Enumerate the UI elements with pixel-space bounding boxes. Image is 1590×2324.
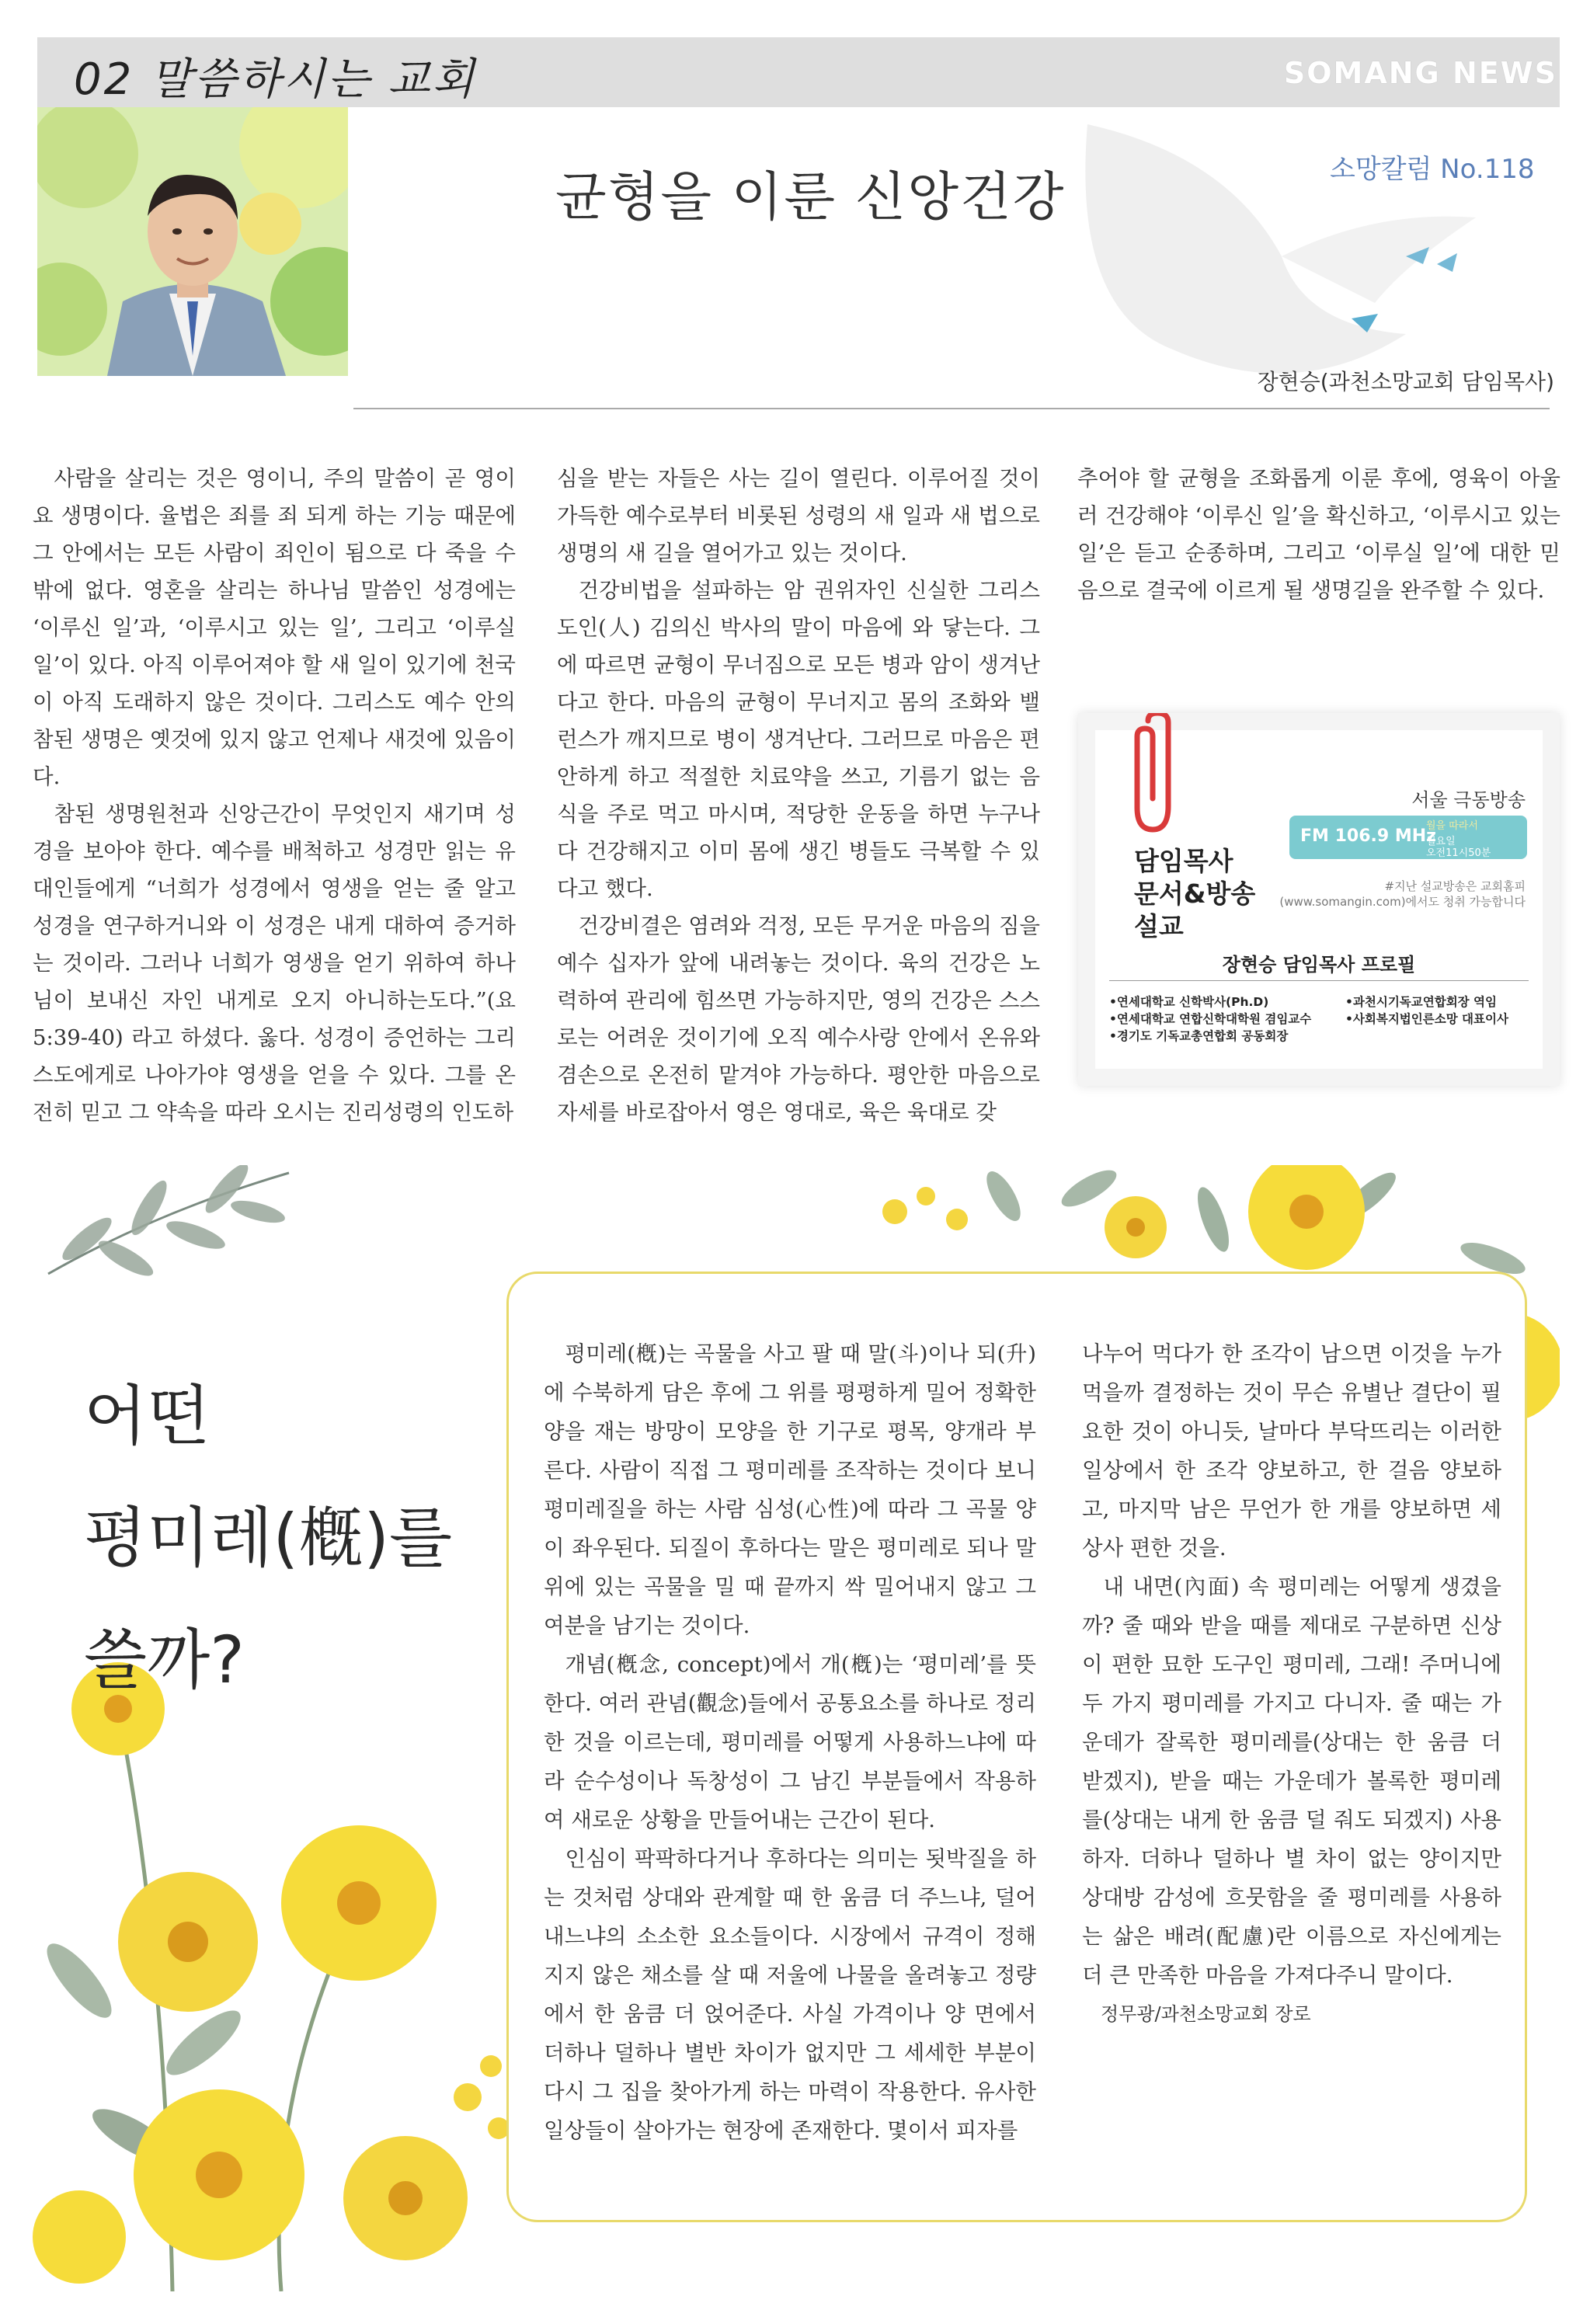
paragraph: 심을 받는 자들은 사는 길이 열린다. 이루어질 것이 가득한 예수로부터 비롯된 성령의 새 일과 새 법으로 생명의 새 길을 열어가고 있는 것이다. <box>557 466 1040 565</box>
fm-frequency: FM 106.9 MHz <box>1300 826 1436 846</box>
paperclip-icon <box>1125 713 1187 837</box>
profile-item: •과천시기독교연합회장 역임 <box>1345 995 1497 1009</box>
broadcast-info-box <box>1078 713 1560 1086</box>
paragraph: 사람을 살리는 것은 영이니, 주의 말씀이 곧 영이요 생명이다. 율법은 죄를 죄 되게 하는 기능 때문에 그 안에서는 모든 사람이 죄인이 됨으로 다 죽을 수밖에 없다. 영혼을 살리는 하나님 말씀인 성경에는 ‘이루신 일’과, ‘이루시고 있는 일’, 그리고 ‘이루실 일’이 있다. 아직 이루어져야 할 새 일이 있기에 천국이 아직 도래하지 않은 것이다. 그리스도 예수 안의 참된 생명은 옛것에 있지 않고 언제나 새것에 있음이다. <box>33 466 516 789</box>
paragraph: 건강비결은 염려와 걱정, 모든 무거운 마음의 짐을 예수 십자가 앞에 내려놓는 것이다. 육의 건강은 노력하여 관리에 힘쓰면 가능하지만, 영의 건강은 스스로는 어려운 것이기에 오직 예수사랑 안에서 온유와 겸손으로 온전히 맡겨야 가능하다. 평안한 마음으로 자세를 바로잡아서 영은 영대로, 육은 육대로 갖 <box>557 913 1040 1125</box>
fm-days: 월을 따라서 <box>1426 820 1478 832</box>
fm-time: 오전11시50분 <box>1426 847 1491 859</box>
fm-frequency-badge <box>1289 816 1527 859</box>
essay-text-2 <box>1082 1334 1501 2034</box>
paragraph: 건강비법을 설파하는 암 권위자인 신실한 그리스도인(人) 김의신 박사의 말이 마음에 와 닿는다. 그에 따르면 균형이 무너짐으로 모든 병과 암이 생겨난다고 한다. 마음의 균형이 무너지고 몸의 조화와 밸런스가 깨지므로 병이 생겨난다. 그러므로 마음은 편안하게 하고 적절한 치료약을 쓰고, 기름기 없는 음식을 주로 먹고 마시며, 적당한 운동을 하면 누구나 다 건강해지고 이미 몸에 생긴 병들도 극복할 수 있다고 했다. <box>557 578 1040 901</box>
broadcast-title <box>1134 845 1255 943</box>
broadcast-title-line: 설교 <box>1134 911 1184 941</box>
paragraph: 평미레(槪)는 곡물을 사고 팔 때 말(斗)이나 되(升)에 수북하게 담은 후에 그 위를 평평하게 밀어 정확한 양을 재는 방망이 모양을 한 기구로 평목, 양개라 부른다. 사람이 직접 그 평미레를 조작하는 것이다 보니 평미레질을 하는 사람 심성(心性)에 따라 그 곡물 양이 좌우된다. 되질이 후하다는 말은 평미레로 되나 말 위에 있는 곡물을 밀 때 끝까지 싹 밀어내지 않고 그 여분을 남기는 것이다. <box>544 1341 1036 1638</box>
broadcast-title-line: 담임목사 <box>1134 846 1233 876</box>
divider-rule <box>353 408 1550 409</box>
broadcast-title-line: 문서&방송 <box>1134 878 1256 909</box>
essay-author: 정무광/과천소망교회 장로 <box>1101 2003 1311 2025</box>
brand-logo: SOMANG NEWS <box>1283 56 1557 90</box>
essay-heading <box>84 1355 452 1721</box>
column-text-1 <box>33 460 516 1131</box>
column-author: 장현승(과천소망교회 담임목사) <box>1257 369 1554 395</box>
archive-note-url: (www.somangin.com)에서도 청취 가능합니다 <box>1279 895 1526 909</box>
column-number: 소망칼럼 No.118 <box>1330 154 1535 185</box>
paragraph: 참된 생명원천과 신앙근간이 무엇인지 새기며 성경을 보아야 한다. 예수를 배척하고 성경만 읽는 유대인들에게 “너희가 성경에서 영생을 얻는 줄 알고 성경을 연구하거니와 이 성경은 내게 대하여 증거하는 것이라. 그러나 너희가 영생을 얻기 위하여 하나님이 보내신 자인 내게로 오지 아니하는도다.”(요 5:39-40) 라고 하셨다. 옳다. 성경이 증언하는 그리스도에게로 나아가야 영생을 얻을 수 있다. 그를 온전히 믿고 그 약속을 따라 오시는 진리성령의 인도하 <box>33 802 516 1125</box>
profile-item: •연세대학교 연합신학대학원 겸임교수 <box>1109 1012 1312 1026</box>
essay-heading-line: 어떤 <box>84 1378 210 1454</box>
profile-item: •사회복지법인른소망 대표이사 <box>1345 1012 1508 1026</box>
paragraph: 개념(槪念, concept)에서 개(槪)는 ‘평미레’를 뜻한다. 여러 관념(觀念)들에서 공통요소를 하나로 정리한 것을 이르는데, 평미레를 어떻게 사용하느냐에 따라 순수성이나 독창성이 그 남긴 부분들에서 작용하여 새로운 상황을 만들어내는 근간이 된다. <box>544 1652 1036 1832</box>
paragraph: 내 내면(內面) 속 평미레는 어떻게 생겼을까? 줄 때와 받을 때를 제대로 구분하면 신상이 편한 묘한 도구인 평미레, 그래! 주머니에 두 가지 평미레를 가지고 다니자. 줄 때는 가운데가 잘록한 평미레를(상대는 한 움큼 더 받겠지), 받을 때는 가운데가 볼록한 평미레를(상대는 내게 한 움큼 덜 줘도 되겠지) 사용하자. 더하나 덜하나 별 차이 없는 양이지만 상대방 감성에 흐뭇함을 줄 평미레를 사용하는 삶은 배려(配慮)란 이름으로 자신에게는 더 큰 만족한 마음을 가져다주니 말이다. <box>1082 1574 1501 1988</box>
profile-title: 장현승 담임목사 프로필 <box>1222 954 1416 976</box>
archive-note: #지난 설교방송은 교회홈피 <box>1384 879 1526 893</box>
column-title: 균형을 이룬 신앙건강 <box>555 167 1066 228</box>
profile-divider <box>1109 980 1529 981</box>
paragraph: 추어야 할 균형을 조화롭게 이룬 후에, 영육이 아울러 건강해야 ‘이루신 일’을 확신하고, ‘이루시고 있는 일’은 듣고 순종하며, 그리고 ‘이루실 일’에 대한 믿음으로 결국에 이르게 될 생명길을 완주할 수 있다. <box>1077 466 1560 603</box>
station-name: 서울 극동방송 <box>1411 789 1526 811</box>
essay-text-1 <box>544 1334 1036 2150</box>
fm-day: 월요일 <box>1426 836 1456 847</box>
paragraph: 인심이 팍팍하다거나 후하다는 의미는 됫박질을 하는 것처럼 상대와 관계할 때 한 움큼 더 주느냐, 덜어내느냐의 소소한 요소들이다. 시장에서 규격이 정해지지 않은 채소를 살 때 저울에 나물을 올려놓고 정량에서 한 움큼 더 얹어준다. 사실 가격이나 양 면에서 더하나 덜하나 별반 차이가 없지만 그 세세한 부분이 다시 그 집을 찾아가게 하는 마력이 작용한다. 유사한 일상들이 살아가는 현장에 존재한다. 몇이서 피자를 <box>544 1846 1036 2143</box>
essay-heading-line: 쓸까? <box>84 1622 245 1698</box>
column-text-3 <box>1077 460 1560 609</box>
profile-item: •연세대학교 신학박사(Ph.D) <box>1109 995 1269 1009</box>
profile-item: •경기도 기독교총연합회 공동회장 <box>1109 1029 1289 1043</box>
paragraph: 나누어 먹다가 한 조각이 남으면 이것을 누가 먹을까 결정하는 것이 무슨 유별난 결단이 필요한 것이 아니듯, 날마다 부닥뜨리는 이러한 일상에서 한 조각 양보하고, 한 걸음 양보하고, 마지막 남은 무언가 한 개를 양보하면 세상사 편한 것을. <box>1082 1341 1501 1560</box>
essay-heading-line: 평미레(槪)를 <box>84 1500 453 1576</box>
section-label: 02 말씀하시는 교회 <box>74 54 477 105</box>
pastor-portrait <box>37 107 348 376</box>
column-text-2 <box>557 460 1040 1131</box>
